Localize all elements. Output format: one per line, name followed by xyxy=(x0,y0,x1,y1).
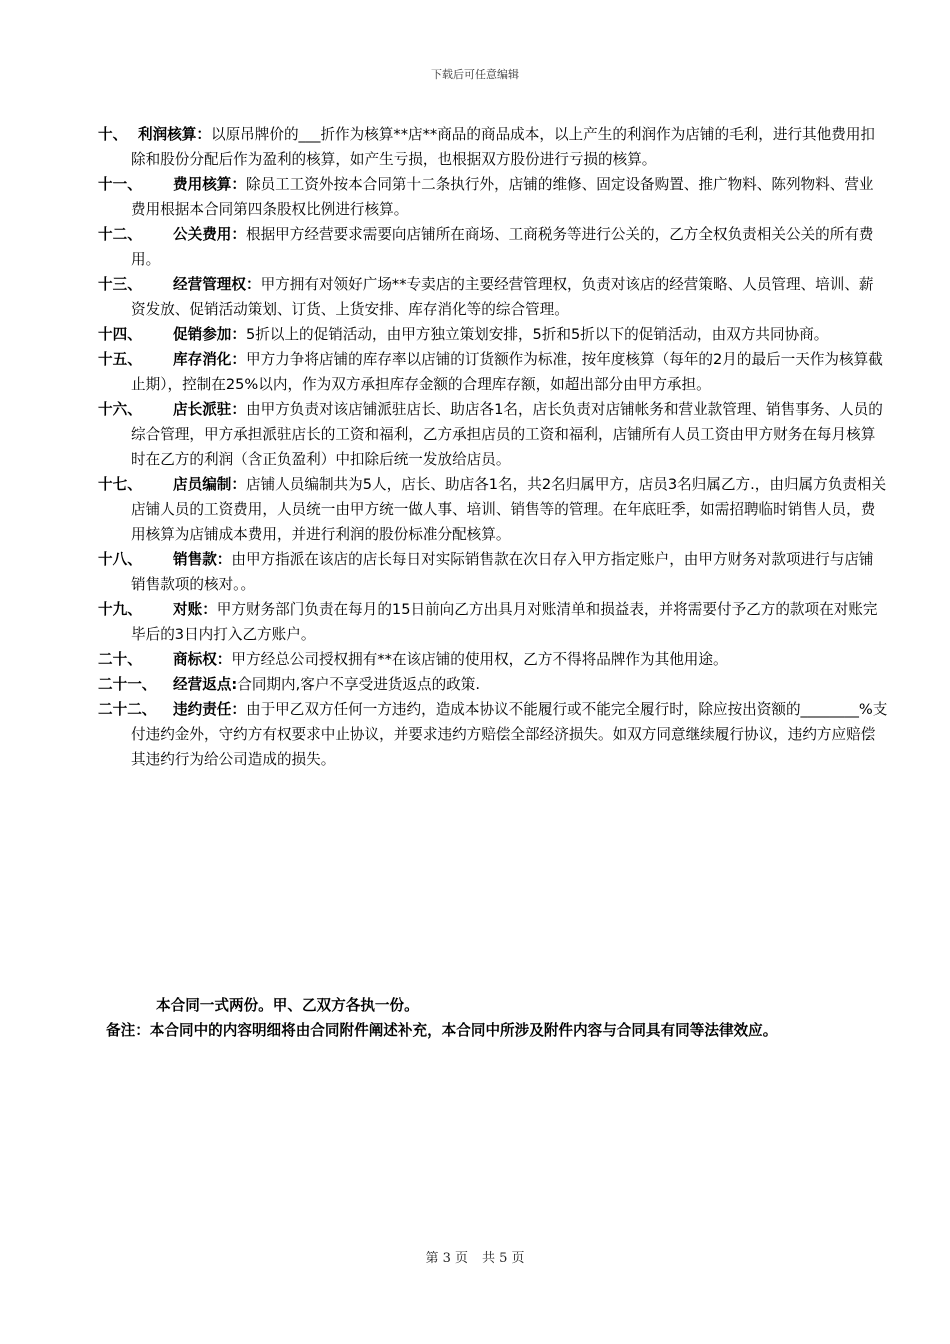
clause-body: 由于甲乙双方任何一方违约，造成本协议不能履行或不能完全履行时，除应按出资额的________%支付违约金外，守约方有权要求中止协议，并要求违约方赔偿全部经济损失。如双方同意继续履行协议，违约方应赔偿其违约行为给公司造成的损失。 xyxy=(131,701,888,768)
clause-title: 经营返点: xyxy=(173,676,238,693)
clause-number: 十三、 xyxy=(98,276,142,293)
clause-number: 十九、 xyxy=(98,601,142,618)
clause-number: 二十二、 xyxy=(98,701,157,718)
clause-body: 甲方力争将店铺的库存率以店铺的订货额作为标准，按年度核算（每年的2月的最后一天作为核算截止期），控制在25%以内，作为双方承担库存金额的合理库存额，如超出部分由甲方承担。 xyxy=(131,351,883,393)
clause-22 xyxy=(98,697,888,772)
clause-19 xyxy=(98,597,888,647)
clause-20 xyxy=(98,647,888,672)
clause-number: 十一、 xyxy=(98,176,142,193)
clause-number: 十、 xyxy=(98,126,128,143)
clause-body: 甲方拥有对领好广场**专卖店的主要经营管理权，负责对该店的经营策略、人员管理、培训、薪资发放、促销活动策划、订货、上货安排、库存消化等的综合管理。 xyxy=(131,276,874,318)
clause-17 xyxy=(98,472,888,547)
clause-13 xyxy=(98,272,888,322)
clause-title: 利润核算： xyxy=(138,126,211,143)
clause-body: 除员工工资外按本合同第十二条执行外，店铺的维修、固定设备购置、推广物料、陈列物料、营业费用根据本合同第四条股权比例进行核算。 xyxy=(131,176,874,218)
clause-body: 甲方经总公司授权拥有**在该店铺的使用权，乙方不得将品牌作为其他用途。 xyxy=(231,651,728,668)
clause-number: 十八、 xyxy=(98,551,142,568)
clause-16 xyxy=(98,397,888,472)
clause-title: 店员编制： xyxy=(173,476,246,493)
contract-clauses xyxy=(98,122,888,772)
clause-title: 店长派驻： xyxy=(173,401,246,418)
clause-body: 甲方财务部门负责在每月的15日前向乙方出具月对账清单和损益表，并将需要付予乙方的款项在对账完毕后的3日内打入乙方账户。 xyxy=(131,601,878,643)
clause-body: 店铺人员编制共为5人，店长、助店各1名，共2名归属甲方，店员3名归属乙方.，由归属方负责相关店铺人员的工资费用，人员统一由甲方统一做人事、培训、销售等的管理。在年底旺季，如需招聘临时销售人员，费用核算为店铺成本费用，并进行利润的股份标准分配核算。 xyxy=(131,476,887,543)
closing-statement xyxy=(98,993,898,1043)
clause-body: 根据甲方经营要求需要向店铺所在商场、工商税务等进行公关的，乙方全权负责相关公关的所有费用。 xyxy=(131,226,874,268)
clause-15 xyxy=(98,347,888,397)
page-header: 下载后可任意编辑 xyxy=(431,68,519,81)
clause-title: 经营管理权： xyxy=(173,276,261,293)
clause-title: 销售款： xyxy=(173,551,232,568)
clause-number: 十四、 xyxy=(98,326,142,343)
clause-number: 十七、 xyxy=(98,476,142,493)
clause-18 xyxy=(98,547,888,597)
page-footer xyxy=(0,1247,950,1266)
clause-title: 违约责任： xyxy=(173,701,246,718)
clause-number: 二十、 xyxy=(98,651,142,668)
clause-number: 十六、 xyxy=(98,401,142,418)
clause-title: 促销参加： xyxy=(173,326,246,343)
clause-body: 以原吊牌价的___折作为核算**店**商品的商品成本，以上产生的利润作为店铺的毛利，进行其他费用扣除和股份分配后作为盈利的核算，如产生亏损，也根据双方股份进行亏损的核算。 xyxy=(131,126,876,168)
remarks-statement: 备注：本合同中的内容明细将由合同附件阐述补充，本合同中所涉及附件内容与合同具有同等法律效应。 xyxy=(106,1022,778,1039)
clause-title: 公关费用： xyxy=(173,226,246,243)
clause-body: 合同期内,客户不享受进货返点的政策. xyxy=(237,676,480,693)
clause-11 xyxy=(98,172,888,222)
clause-number: 十五、 xyxy=(98,351,142,368)
page-number: 第 3 页 xyxy=(425,1251,468,1266)
clause-12 xyxy=(98,222,888,272)
clause-body: 由甲方负责对该店铺派驻店长、助店各1名，店长负责对店铺帐务和营业款管理、销售事务、人员的综合管理，甲方承担派驻店长的工资和福利，乙方承担店员的工资和福利，店铺所有人员工资由甲方财务在每月核算时在乙方的利润（含正负盈利）中扣除后统一发放给店员。 xyxy=(131,401,883,468)
clause-title: 费用核算： xyxy=(173,176,246,193)
page-total: 共 5 页 xyxy=(482,1251,525,1266)
clause-21 xyxy=(98,672,888,697)
clause-title: 商标权： xyxy=(173,651,232,668)
clause-body: 5折以上的促销活动，由甲方独立策划安排，5折和5折以下的促销活动，由双方共同协商。 xyxy=(245,326,829,343)
clause-number: 十二、 xyxy=(98,226,142,243)
clause-title: 对账： xyxy=(173,601,217,618)
clause-10 xyxy=(98,122,888,172)
clause-title: 库存消化： xyxy=(173,351,246,368)
clause-14 xyxy=(98,322,888,347)
clause-number: 二十一、 xyxy=(98,676,157,693)
clause-body: 由甲方指派在该店的店长每日对实际销售款在次日存入甲方指定账户，由甲方财务对款项进行与店铺销售款项的核对。。 xyxy=(131,551,874,593)
copies-statement: 本合同一式两份。甲、乙双方各执一份。 xyxy=(156,997,419,1014)
